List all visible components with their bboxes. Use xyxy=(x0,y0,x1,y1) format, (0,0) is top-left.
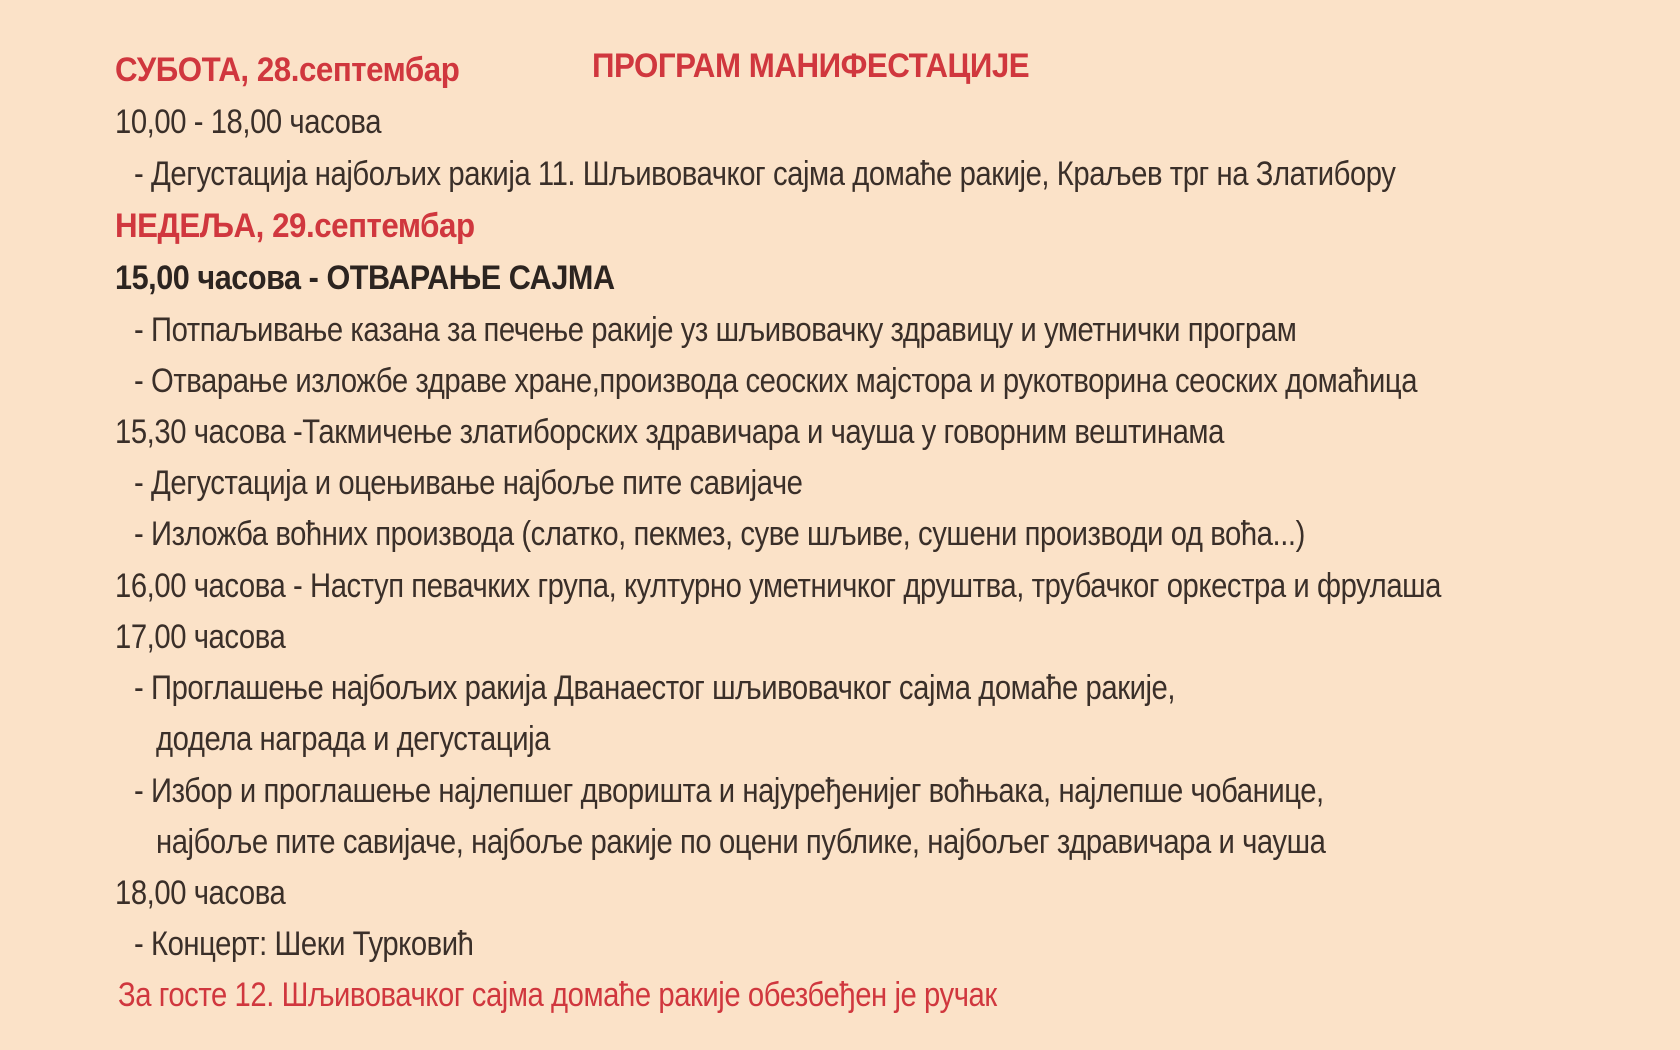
schedule-line: 17,00 часова xyxy=(115,618,286,656)
schedule-line: - Избор и проглашење најлепшег дворишта и најуређенијег воћњака, најлепше чобанице, xyxy=(134,772,1324,810)
schedule-line: - Концерт: Шеки Турковић xyxy=(134,925,474,963)
schedule-line: 16,00 часова - Наступ певачких група, културно уметничког друштва, трубачког оркестра и фрулаша xyxy=(115,567,1442,605)
schedule-line: - Проглашење најбољих ракија Дванаестог шљивовачког сајма домаће ракије, xyxy=(134,669,1176,707)
schedule-line: - Потпаљивање казана за печење ракије уз шљивовачку здравицу и уметнички програм xyxy=(134,311,1297,349)
day-heading-saturday: СУБОТА, 28.септембар xyxy=(115,51,460,89)
schedule-line: - Изложба воћних производа (слатко, пекмез, суве шљиве, сушени производи од воћа...) xyxy=(134,515,1305,553)
schedule-line: - Дегустација најбољих ракија 11. Шљивовачког сајма домаће ракије, Краљев трг на Златибору xyxy=(134,155,1396,193)
day-heading-sunday: НЕДЕЉА, 29.септембар xyxy=(115,207,475,245)
schedule-line: - Отварање изложбе здраве хране,производа сеоских мајстора и рукотворина сеоских домаћица xyxy=(134,362,1418,400)
opening-line: 15,00 часова - ОТВАРАЊЕ САЈМА xyxy=(115,259,615,297)
footer-note: За госте 12. Шљивовачког сајма домаће ракије обезбеђен је ручак xyxy=(118,976,997,1014)
schedule-line: - Дегустација и оцењивање најбоље пите савијаче xyxy=(134,464,803,502)
schedule-line: 18,00 часова xyxy=(115,874,286,912)
schedule-line: додела награда и дегустација xyxy=(156,720,551,758)
schedule-line: најбоље пите савијаче, најбоље ракије по оцени публике, најбољег здравичара и чауша xyxy=(156,823,1326,861)
schedule-line: 15,30 часова -Такмичење златиборских здравичара и чауша у говорним вештинама xyxy=(115,413,1224,451)
program-title: ПРОГРАМ МАНИФЕСТАЦИЈЕ xyxy=(592,47,1030,85)
schedule-line: 10,00 - 18,00 часова xyxy=(115,103,382,141)
